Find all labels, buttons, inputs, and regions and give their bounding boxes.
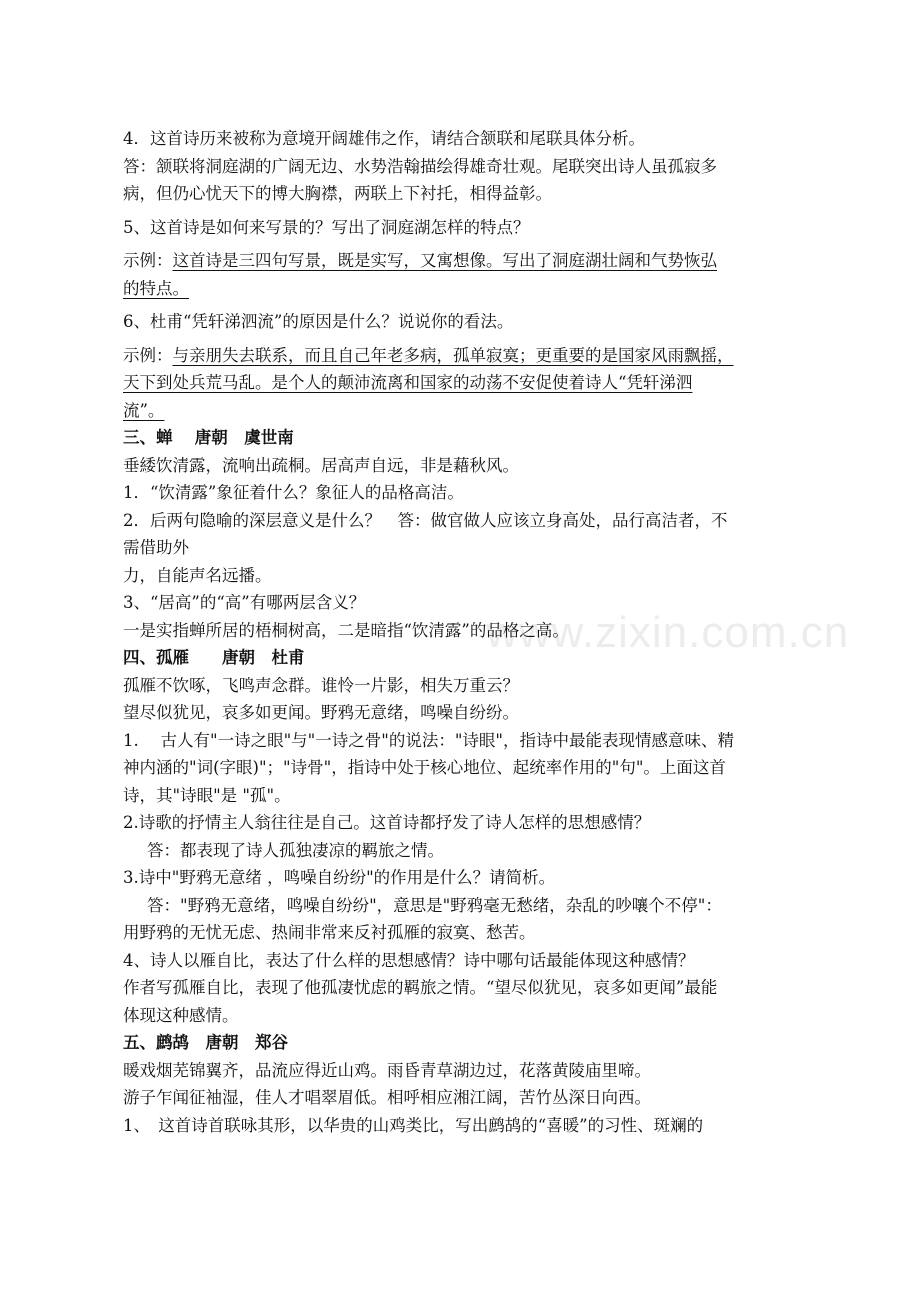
section-5-poem-line-2: 游子乍闻征袖湿，佳人才唱翠眉低。相呼相应湘江阔，苦竹丛深日向西。 [123, 1088, 651, 1107]
section-3-answer-3: 一是实指蝉所居的梧桐树高，二是暗指“饮清露”的品格之高。 [123, 620, 569, 640]
question-4: 4．这首诗历来被称为意境开阔雄伟之作，请结合颔联和尾联具体分析。 [123, 129, 645, 148]
section-3-heading: 三、蝉 唐朝 虞世南 [123, 428, 294, 447]
section-3-question-2-line-3: 力，自能声名远播。 [123, 565, 272, 585]
answer-6-line-2 [123, 369, 803, 397]
section-4-answer-4-line-1: 作者写孤雁自比，表现了他孤凄忧虑的羁旅之情。“望尽似犹见，哀多如更闻”最能 [123, 978, 718, 997]
section-3-question-1: 1．“饮清露”象征着什么？象征人的品格高洁。 [123, 483, 464, 502]
answer-4-line-1: 答：颔联将洞庭湖的广阔无边、水势浩翰描绘得雄奇壮观。尾联突出诗人虽孤寂多 [123, 156, 717, 176]
section-5-question-1-line-1: 1、 这首诗首联咏其形，以华贵的山鸡类比，写出鹧鸪的“喜暖”的习性、斑斓的 [123, 1115, 704, 1135]
answer-6-line-1 [123, 342, 803, 370]
section-3-question-2-line-2: 需借助外 [123, 538, 189, 557]
section-4-question-1-line-2: 神内涵的"词(字眼)"；"诗骨"，指诗中处于核心地位、起统率作用的"句"。上面这首 [123, 758, 726, 777]
section-4-poem-line-2: 望尽似犹见，哀多如更闻。野鸦无意绪，鸣噪自纷纷。 [123, 703, 519, 722]
section-4-answer-3-line-1: 答："野鸦无意绪，鸣噪自纷纷"，意思是"野鸦毫无愁绪，杂乱的吵嚷个不停"： [147, 895, 722, 915]
example-text: 这首诗是三四句写景，既是实写，又寓想像。写出了洞庭湖壮阔和气势恢弘 [172, 251, 717, 270]
section-4-heading: 四、孤雁 唐朝 杜甫 [123, 648, 305, 667]
example-label: 示例： [123, 345, 173, 365]
section-4-answer-2: 答：都表现了诗人孤独凄凉的羁旅之情。 [147, 840, 444, 860]
section-4-answer-3-line-2: 用野鸦的无忧无虑、热闹非常来反衬孤雁的寂寞、愁苦。 [123, 923, 536, 942]
section-3-poem: 垂緌饮清露，流响出疏桐。居高声自远，非是藉秋风。 [123, 455, 519, 475]
section-4-poem-line-1: 孤雁不饮啄，飞鸣声念群。谁怜一片影，相失万重云？ [123, 675, 519, 695]
answer-5-line-1 [123, 247, 803, 275]
example-text: 天下到处兵荒马乱。是个人的颠沛流离和国家的动荡不安促使着诗人“凭轩涕泗 [123, 373, 693, 392]
answer-5-line-2 [123, 275, 803, 303]
example-text: 与亲朋失去联系，而且自己年老多病，孤单寂寞；更重要的是国家风雨飘摇， [172, 345, 734, 365]
example-text: 的特点。 [123, 278, 189, 298]
watermark: www.zixin.com.cn [486, 608, 850, 657]
answer-6-line-3 [123, 397, 803, 425]
section-4-question-3: 3.诗中"野鸦无意绪 ，鸣噪自纷纷"的作用是什么？请简析。 [123, 868, 556, 887]
question-6: 6、杜甫“凭轩涕泗流”的原因是什么？说说你的看法。 [123, 312, 514, 331]
section-5-poem-line-1: 暖戏烟芜锦翼齐，品流应得近山鸡。雨昏青草湖边过，花落黄陵庙里啼。 [123, 1060, 651, 1080]
question-5: 5、这首诗是如何来写景的？写出了洞庭湖怎样的特点？ [123, 217, 530, 237]
section-4-answer-4-line-2: 体现这种感情。 [123, 1005, 239, 1025]
section-4-question-1-line-3: 诗，其"诗眼"是 "孤"。 [123, 785, 291, 805]
section-3-question-2-line-1: 2．后两句隐喻的深层意义是什么？ 答：做官做人应该立身高处，品行高洁者，不 [123, 510, 728, 530]
document-page [123, 125, 803, 1139]
example-label: 示例： [123, 251, 173, 270]
section-4-question-1-line-1: 1. 古人有"一诗之眼"与"一诗之骨"的说法："诗眼"，指诗中最能表现情感意味、精 [123, 730, 735, 750]
section-3-question-3: 3、“居高”的“高”有哪两层含义？ [123, 593, 366, 612]
example-text: 流”。 [123, 400, 165, 420]
section-4-question-4: 4、诗人以雁自比，表达了什么样的思想感情？诗中哪句话最能体现这种感情？ [123, 950, 695, 970]
section-4-question-2: 2.诗歌的抒情主人翁往往是自己。这首诗都抒发了诗人怎样的思想感情？ [123, 813, 651, 832]
section-5-heading: 五、鹧鸪 唐朝 郑谷 [123, 1033, 288, 1052]
answer-4-line-2: 病，但仍心忧天下的博大胸襟，两联上下衬托，相得益彰。 [123, 184, 552, 203]
